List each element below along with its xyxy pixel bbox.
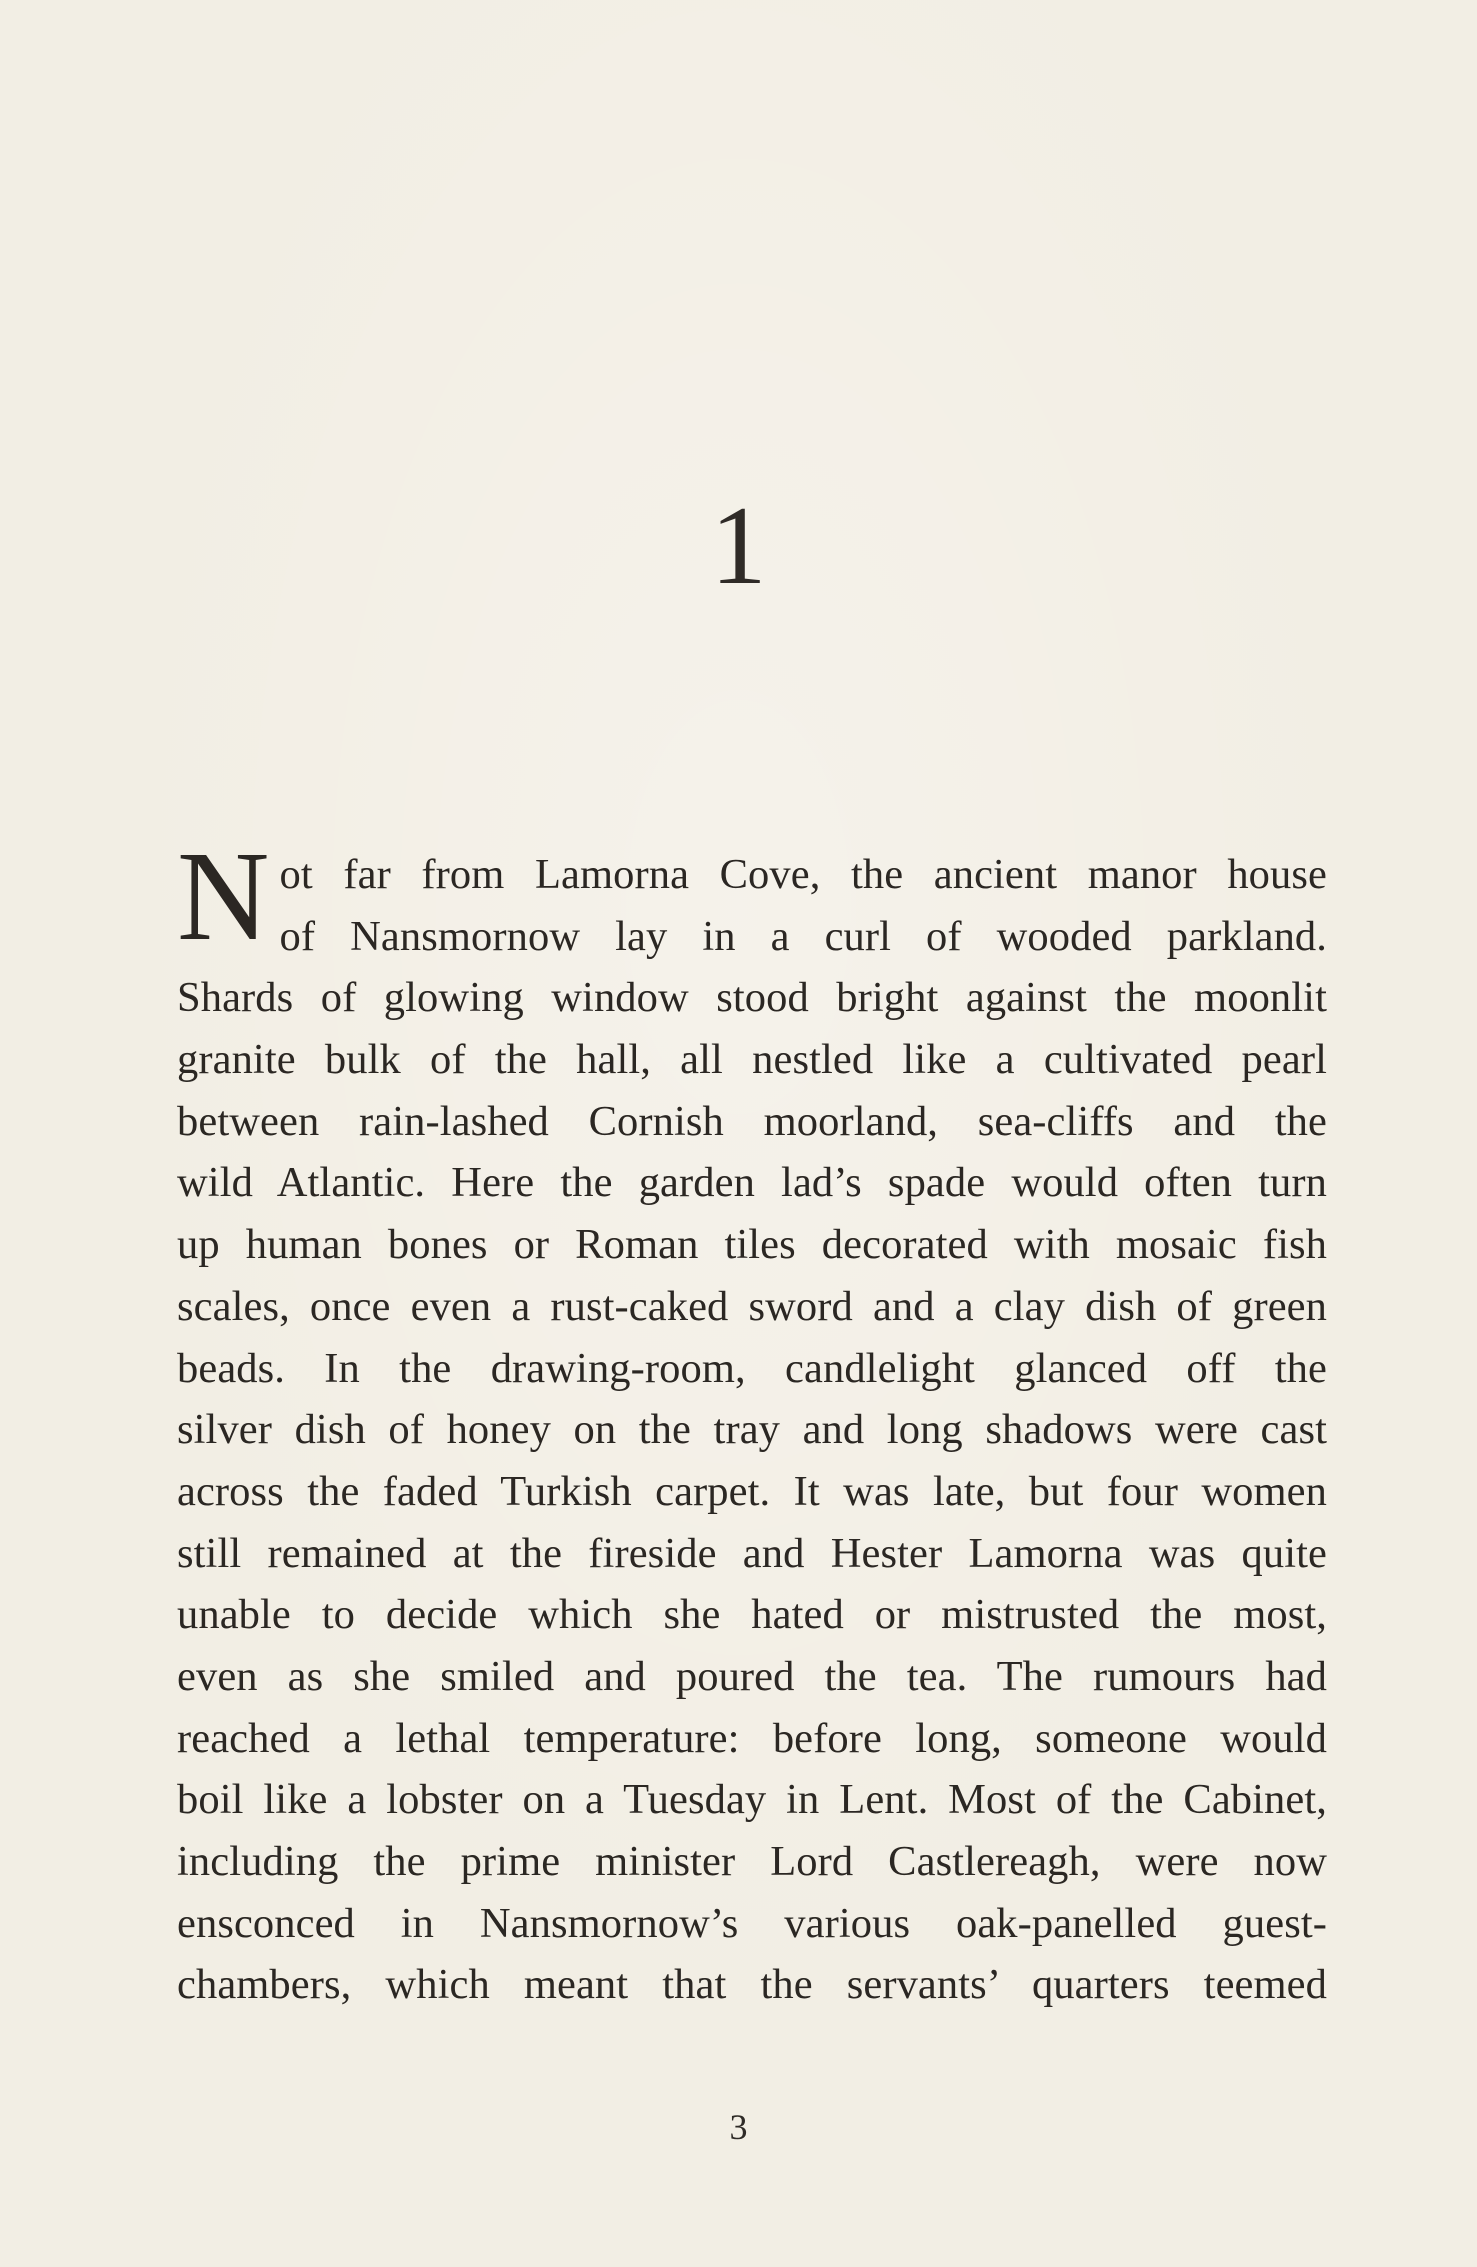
- text-line: including the prime minister Lord Castlereagh, were now: [177, 1838, 1327, 1885]
- text-line: even as she smiled and poured the tea. The rumours had: [177, 1652, 1327, 1700]
- text-line: ot far from Lamorna Cove, the ancient manor house: [279, 851, 1327, 898]
- text-line: beads. In the drawing-room, candlelight glanced off the: [177, 1344, 1327, 1392]
- text-line: of Nansmornow lay in a curl of wooded parkland.: [279, 912, 1327, 960]
- text-line: between rain-lashed Cornish moorland, sea-cliffs and the: [177, 1097, 1327, 1145]
- chapter-number: 1: [710, 484, 767, 608]
- text-line: Shards of glowing window stood bright against the moonlit: [177, 974, 1327, 1022]
- text-line: granite bulk of the hall, all nestled like a cultivated pearl: [177, 1036, 1327, 1084]
- text-line: scales, once even a rust-caked sword and a clay dish of green: [177, 1282, 1327, 1330]
- text-line: ensconced in Nansmornow’s various oak-panelled guest-: [177, 1899, 1327, 1947]
- text-line: unable to decide which she hated or mistrusted the most,: [177, 1591, 1327, 1639]
- text-line: up human bones or Roman tiles decorated with mosaic fish: [177, 1221, 1327, 1269]
- text-line: still remained at the fireside and Hester Lamorna was quite: [177, 1529, 1327, 1577]
- text-line: wild Atlantic. Here the garden lad’s spade would often turn: [177, 1159, 1327, 1207]
- drop-cap: N: [177, 825, 270, 967]
- text-line: reached a lethal temperature: before long, someone would: [177, 1714, 1327, 1762]
- text-line: silver dish of honey on the tray and long shadows were cast: [177, 1406, 1327, 1454]
- body-paragraph: [177, 825, 1327, 2016]
- page-number: 3: [729, 2107, 748, 2147]
- text-line: chambers, which meant that the servants’ quarters teemed: [177, 1961, 1327, 2009]
- text-line: boil like a lobster on a Tuesday in Lent. Most of the Cabinet,: [177, 1776, 1327, 1824]
- text-line: across the faded Turkish carpet. It was late, but four women: [177, 1467, 1327, 1515]
